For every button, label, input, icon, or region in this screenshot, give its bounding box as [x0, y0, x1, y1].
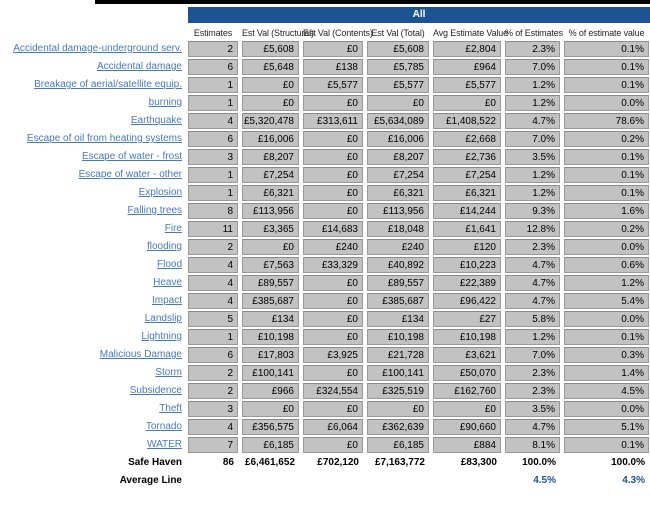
average-cell-est-val-structural — [242, 473, 299, 489]
cell-est-val-total: £5,577 — [367, 77, 429, 93]
cell-pct-of-estimates: 1.2% — [505, 77, 560, 93]
cell-est-val-contents: £324,554 — [303, 383, 363, 399]
cell-avg-estimate-value: £1,641 — [433, 221, 501, 237]
table-row-label — [0, 77, 184, 93]
cell-est-val-contents: £240 — [303, 239, 363, 255]
cell-avg-estimate-value: £0 — [433, 95, 501, 111]
table-corner-spacer — [0, 27, 184, 39]
cell-estimates: 2 — [188, 383, 238, 399]
cell-estimates: 4 — [188, 293, 238, 309]
table-row-label — [0, 203, 184, 219]
cell-est-val-contents: £5,577 — [303, 77, 363, 93]
column-header-est-val-total: Est Val (Total) — [371, 28, 425, 38]
cell-pct-of-estimates: 4.7% — [505, 257, 560, 273]
cell-est-val-structural: £0 — [242, 239, 299, 255]
cell-est-val-contents: £0 — [303, 275, 363, 291]
cell-pct-of-estimate-value: 0.1% — [564, 149, 649, 165]
cell-pct-of-estimate-value: 0.2% — [564, 131, 649, 147]
cell-est-val-total: £385,687 — [367, 293, 429, 309]
cell-pct-of-estimates: 1.2% — [505, 329, 560, 345]
cell-avg-estimate-value: £90,660 — [433, 419, 501, 435]
cell-pct-of-estimate-value: 1.6% — [564, 203, 649, 219]
peril-link[interactable]: Breakage of aerial/satellite equip. — [34, 79, 182, 90]
peril-link[interactable]: Falling trees — [127, 205, 182, 216]
table-row-label — [0, 347, 184, 363]
column-header-est-val-contents: Est Val (Contents) — [303, 28, 373, 38]
peril-link[interactable]: Storm — [155, 367, 182, 378]
average-row-label: Average Line — [119, 475, 182, 486]
cell-avg-estimate-value: £14,244 — [433, 203, 501, 219]
peril-link[interactable]: WATER — [147, 439, 182, 450]
cell-est-val-total: £362,639 — [367, 419, 429, 435]
cell-pct-of-estimates: 1.2% — [505, 95, 560, 111]
cell-est-val-total: £6,321 — [367, 185, 429, 201]
cell-est-val-structural: £5,608 — [242, 41, 299, 57]
cell-estimates: 6 — [188, 131, 238, 147]
column-header-estimates: Estimates — [193, 28, 233, 38]
cell-est-val-structural: £17,803 — [242, 347, 299, 363]
cell-avg-estimate-value: £884 — [433, 437, 501, 453]
cell-est-val-contents: £33,329 — [303, 257, 363, 273]
cell-est-val-structural: £8,207 — [242, 149, 299, 165]
peril-link[interactable]: Accidental damage — [96, 61, 182, 72]
cell-pct-of-estimate-value: 0.6% — [564, 257, 649, 273]
cell-est-val-total: £5,785 — [367, 59, 429, 75]
cell-pct-of-estimates: 5.8% — [505, 311, 560, 327]
average-cell-est-val-contents — [303, 473, 363, 489]
table-row-label — [0, 59, 184, 75]
cell-est-val-contents: £0 — [303, 131, 363, 147]
cell-est-val-contents: £0 — [303, 401, 363, 417]
cell-pct-of-estimates: 12.8% — [505, 221, 560, 237]
cell-avg-estimate-value: £2,804 — [433, 41, 501, 57]
cell-est-val-structural: £356,575 — [242, 419, 299, 435]
cell-pct-of-estimate-value: 0.1% — [564, 59, 649, 75]
cell-estimates: 6 — [188, 59, 238, 75]
cell-pct-of-estimates: 4.7% — [505, 275, 560, 291]
table-row-label — [0, 437, 184, 453]
peril-link[interactable]: Escape of water - frost — [81, 151, 182, 162]
peril-link[interactable]: Fire — [164, 223, 182, 234]
cell-pct-of-estimates: 1.2% — [505, 185, 560, 201]
cell-est-val-contents: £0 — [303, 41, 363, 57]
cell-est-val-total: £0 — [367, 401, 429, 417]
cell-pct-of-estimates: 4.7% — [505, 113, 560, 129]
cell-avg-estimate-value: £22,389 — [433, 275, 501, 291]
cell-pct-of-estimate-value: 5.1% — [564, 419, 649, 435]
cell-est-val-structural: £5,648 — [242, 59, 299, 75]
cell-estimates: 8 — [188, 203, 238, 219]
cell-est-val-contents: £0 — [303, 167, 363, 183]
column-header-pct-of-estimate-value: % of estimate value — [568, 28, 645, 38]
cell-estimates: 3 — [188, 401, 238, 417]
peril-link[interactable]: Impact — [151, 295, 182, 306]
cell-estimates: 4 — [188, 257, 238, 273]
totals-row-label: Safe Haven — [128, 457, 182, 468]
cell-estimates: 1 — [188, 77, 238, 93]
table-row-label — [0, 329, 184, 345]
table-row-label — [0, 167, 184, 183]
cell-pct-of-estimate-value: 0.0% — [564, 95, 649, 111]
cell-est-val-structural: £966 — [242, 383, 299, 399]
cell-estimates: 7 — [188, 437, 238, 453]
table-row-label — [0, 383, 184, 399]
table-row-label — [0, 293, 184, 309]
peril-link[interactable]: Earthquake — [130, 115, 182, 126]
average-cell-pct-of-estimates: 4.5% — [533, 475, 556, 486]
cell-pct-of-estimates: 2.3% — [505, 239, 560, 255]
column-group-header-all — [188, 7, 650, 23]
cell-avg-estimate-value: £1,408,522 — [433, 113, 501, 129]
table-row-label — [0, 311, 184, 327]
peril-link[interactable]: Lightning — [141, 331, 182, 342]
column-header-pct-of-estimates: % of Estimates — [505, 28, 563, 38]
cell-est-val-total: £10,198 — [367, 329, 429, 345]
cell-pct-of-estimate-value: 0.1% — [564, 437, 649, 453]
cell-estimates: 4 — [188, 419, 238, 435]
cell-estimates: 3 — [188, 149, 238, 165]
cell-avg-estimate-value: £10,223 — [433, 257, 501, 273]
totals-cell-estimates: 86 — [222, 457, 234, 468]
cell-pct-of-estimates: 9.3% — [505, 203, 560, 219]
cell-pct-of-estimate-value: 4.5% — [564, 383, 649, 399]
column-header-est-val-structural: Est Val (Structural) — [242, 28, 314, 38]
cell-est-val-contents: £0 — [303, 311, 363, 327]
cell-est-val-total: £325,519 — [367, 383, 429, 399]
cell-est-val-structural: £7,563 — [242, 257, 299, 273]
cell-estimates: 1 — [188, 95, 238, 111]
cell-est-val-structural: £6,321 — [242, 185, 299, 201]
cell-estimates: 4 — [188, 275, 238, 291]
table-row-label — [0, 365, 184, 381]
cell-pct-of-estimates: 3.5% — [505, 149, 560, 165]
cell-avg-estimate-value: £96,422 — [433, 293, 501, 309]
cell-est-val-structural: £6,185 — [242, 437, 299, 453]
cell-est-val-structural: £100,141 — [242, 365, 299, 381]
cell-pct-of-estimate-value: 0.1% — [564, 185, 649, 201]
cell-est-val-total: £18,048 — [367, 221, 429, 237]
cell-est-val-total: £240 — [367, 239, 429, 255]
table-row-label — [0, 131, 184, 147]
table-row-label — [0, 113, 184, 129]
cell-est-val-structural: £0 — [242, 401, 299, 417]
cell-est-val-contents: £138 — [303, 59, 363, 75]
totals-cell-avg-estimate-value: £83,300 — [460, 457, 497, 468]
cell-est-val-contents: £0 — [303, 185, 363, 201]
column-group-header-all-label: All — [412, 9, 426, 20]
cell-avg-estimate-value: £50,070 — [433, 365, 501, 381]
table-row-label — [0, 185, 184, 201]
cell-est-val-total: £7,254 — [367, 167, 429, 183]
cell-est-val-total: £134 — [367, 311, 429, 327]
peril-link[interactable]: Landslip — [144, 313, 182, 324]
peril-link[interactable]: Accidental damage-underground serv. — [13, 43, 182, 54]
cell-est-val-contents: £0 — [303, 203, 363, 219]
cell-avg-estimate-value: £27 — [433, 311, 501, 327]
cell-est-val-structural: £16,006 — [242, 131, 299, 147]
cell-pct-of-estimates: 2.3% — [505, 365, 560, 381]
column-header-avg-estimate-value: Avg Estimate Value — [433, 28, 509, 38]
cell-pct-of-estimate-value: 0.0% — [564, 239, 649, 255]
cell-pct-of-estimates: 8.1% — [505, 437, 560, 453]
cell-est-val-total: £5,634,089 — [367, 113, 429, 129]
totals-cell-pct-of-estimates: 100.0% — [522, 457, 556, 468]
table-row-label — [0, 149, 184, 165]
peril-link[interactable]: flooding — [146, 241, 182, 252]
peril-link[interactable]: Theft — [159, 403, 182, 414]
cell-estimates: 2 — [188, 41, 238, 57]
totals-cell-est-val-total: £7,163,772 — [374, 457, 425, 468]
table-row-label — [0, 95, 184, 111]
cell-estimates: 6 — [188, 347, 238, 363]
totals-cell-est-val-contents: £702,120 — [317, 457, 359, 468]
cell-pct-of-estimates: 4.7% — [505, 419, 560, 435]
cell-est-val-total: £16,006 — [367, 131, 429, 147]
cell-estimates: 4 — [188, 113, 238, 129]
cell-est-val-contents: £6,064 — [303, 419, 363, 435]
cell-est-val-total: £89,557 — [367, 275, 429, 291]
cell-pct-of-estimates: 1.2% — [505, 167, 560, 183]
table-row-label — [0, 401, 184, 417]
totals-cell-pct-of-estimate-value: 100.0% — [611, 457, 645, 468]
cell-est-val-contents: £3,925 — [303, 347, 363, 363]
cell-pct-of-estimate-value: 1.4% — [564, 365, 649, 381]
cell-est-val-total: £40,892 — [367, 257, 429, 273]
cell-avg-estimate-value: £162,760 — [433, 383, 501, 399]
table-row-label — [0, 419, 184, 435]
peril-link[interactable]: Subsidence — [129, 385, 182, 396]
cell-pct-of-estimate-value: 1.2% — [564, 275, 649, 291]
cell-est-val-contents: £0 — [303, 329, 363, 345]
totals-cell-est-val-structural: £6,461,652 — [244, 457, 295, 468]
cell-pct-of-estimate-value: 5.4% — [564, 293, 649, 309]
cell-est-val-structural: £10,198 — [242, 329, 299, 345]
cell-est-val-contents: £14,683 — [303, 221, 363, 237]
cell-pct-of-estimate-value: 0.0% — [564, 401, 649, 417]
cell-est-val-total: £6,185 — [367, 437, 429, 453]
cell-est-val-total: £100,141 — [367, 365, 429, 381]
cell-pct-of-estimates: 7.0% — [505, 131, 560, 147]
cell-pct-of-estimate-value: 0.1% — [564, 167, 649, 183]
cell-est-val-total: £113,956 — [367, 203, 429, 219]
cell-est-val-contents: £0 — [303, 149, 363, 165]
cell-est-val-contents: £0 — [303, 437, 363, 453]
cell-estimates: 5 — [188, 311, 238, 327]
cell-est-val-structural: £5,320,478 — [242, 113, 299, 129]
cell-estimates: 2 — [188, 365, 238, 381]
table-row-label — [0, 275, 184, 291]
cell-est-val-total: £21,728 — [367, 347, 429, 363]
cell-est-val-contents: £313,611 — [303, 113, 363, 129]
cell-avg-estimate-value: £120 — [433, 239, 501, 255]
peril-link[interactable]: Escape of oil from heating systems — [26, 133, 182, 144]
cell-avg-estimate-value: £10,198 — [433, 329, 501, 345]
cell-est-val-structural: £3,365 — [242, 221, 299, 237]
peril-link[interactable]: Escape of water - other — [78, 169, 182, 180]
cell-pct-of-estimates: 4.7% — [505, 293, 560, 309]
cell-estimates: 1 — [188, 329, 238, 345]
cell-avg-estimate-value: £3,621 — [433, 347, 501, 363]
cell-estimates: 2 — [188, 239, 238, 255]
cell-pct-of-estimates: 3.5% — [505, 401, 560, 417]
cell-est-val-total: £8,207 — [367, 149, 429, 165]
table-row-label — [0, 257, 184, 273]
cell-pct-of-estimate-value: 0.1% — [564, 77, 649, 93]
estimates-by-peril-table — [0, 27, 650, 489]
cell-est-val-structural: £0 — [242, 95, 299, 111]
cell-pct-of-estimates: 2.3% — [505, 383, 560, 399]
table-row-label — [0, 221, 184, 237]
cell-est-val-contents: £0 — [303, 95, 363, 111]
peril-link[interactable]: Heave — [153, 277, 182, 288]
table-row-label — [0, 239, 184, 255]
cell-avg-estimate-value: £7,254 — [433, 167, 501, 183]
cell-pct-of-estimates: 2.3% — [505, 41, 560, 57]
cell-pct-of-estimate-value: 0.3% — [564, 347, 649, 363]
cell-pct-of-estimate-value: 0.1% — [564, 41, 649, 57]
cell-est-val-structural: £89,557 — [242, 275, 299, 291]
cell-avg-estimate-value: £5,577 — [433, 77, 501, 93]
average-cell-est-val-total — [367, 473, 429, 489]
peril-link[interactable]: Tornado — [145, 421, 182, 432]
cell-est-val-total: £0 — [367, 95, 429, 111]
average-cell-estimates — [188, 473, 238, 489]
average-cell-pct-of-estimate-value: 4.3% — [622, 475, 645, 486]
cell-avg-estimate-value: £6,321 — [433, 185, 501, 201]
cell-est-val-structural: £385,687 — [242, 293, 299, 309]
cell-estimates: 11 — [188, 221, 238, 237]
cell-avg-estimate-value: £2,736 — [433, 149, 501, 165]
table-row-label — [0, 41, 184, 57]
cell-pct-of-estimates: 7.0% — [505, 347, 560, 363]
peril-link[interactable]: Malicious Damage — [99, 349, 182, 360]
average-cell-avg-estimate-value — [433, 473, 501, 489]
cell-pct-of-estimate-value: 0.1% — [564, 329, 649, 345]
cell-est-val-structural: £113,956 — [242, 203, 299, 219]
cell-avg-estimate-value: £964 — [433, 59, 501, 75]
top-border-bar — [95, 0, 650, 4]
cell-est-val-contents: £0 — [303, 365, 363, 381]
peril-link[interactable]: Explosion — [138, 187, 182, 198]
cell-estimates: 1 — [188, 167, 238, 183]
cell-pct-of-estimates: 7.0% — [505, 59, 560, 75]
cell-pct-of-estimate-value: 0.2% — [564, 221, 649, 237]
cell-est-val-contents: £0 — [303, 293, 363, 309]
cell-pct-of-estimate-value: 0.0% — [564, 311, 649, 327]
cell-est-val-structural: £134 — [242, 311, 299, 327]
cell-avg-estimate-value: £0 — [433, 401, 501, 417]
cell-est-val-structural: £0 — [242, 77, 299, 93]
peril-link[interactable]: Flood — [156, 259, 182, 270]
cell-est-val-total: £5,608 — [367, 41, 429, 57]
cell-estimates: 1 — [188, 185, 238, 201]
cell-avg-estimate-value: £2,668 — [433, 131, 501, 147]
peril-link[interactable]: burning — [148, 97, 182, 108]
cell-pct-of-estimate-value: 78.6% — [564, 113, 649, 129]
cell-est-val-structural: £7,254 — [242, 167, 299, 183]
